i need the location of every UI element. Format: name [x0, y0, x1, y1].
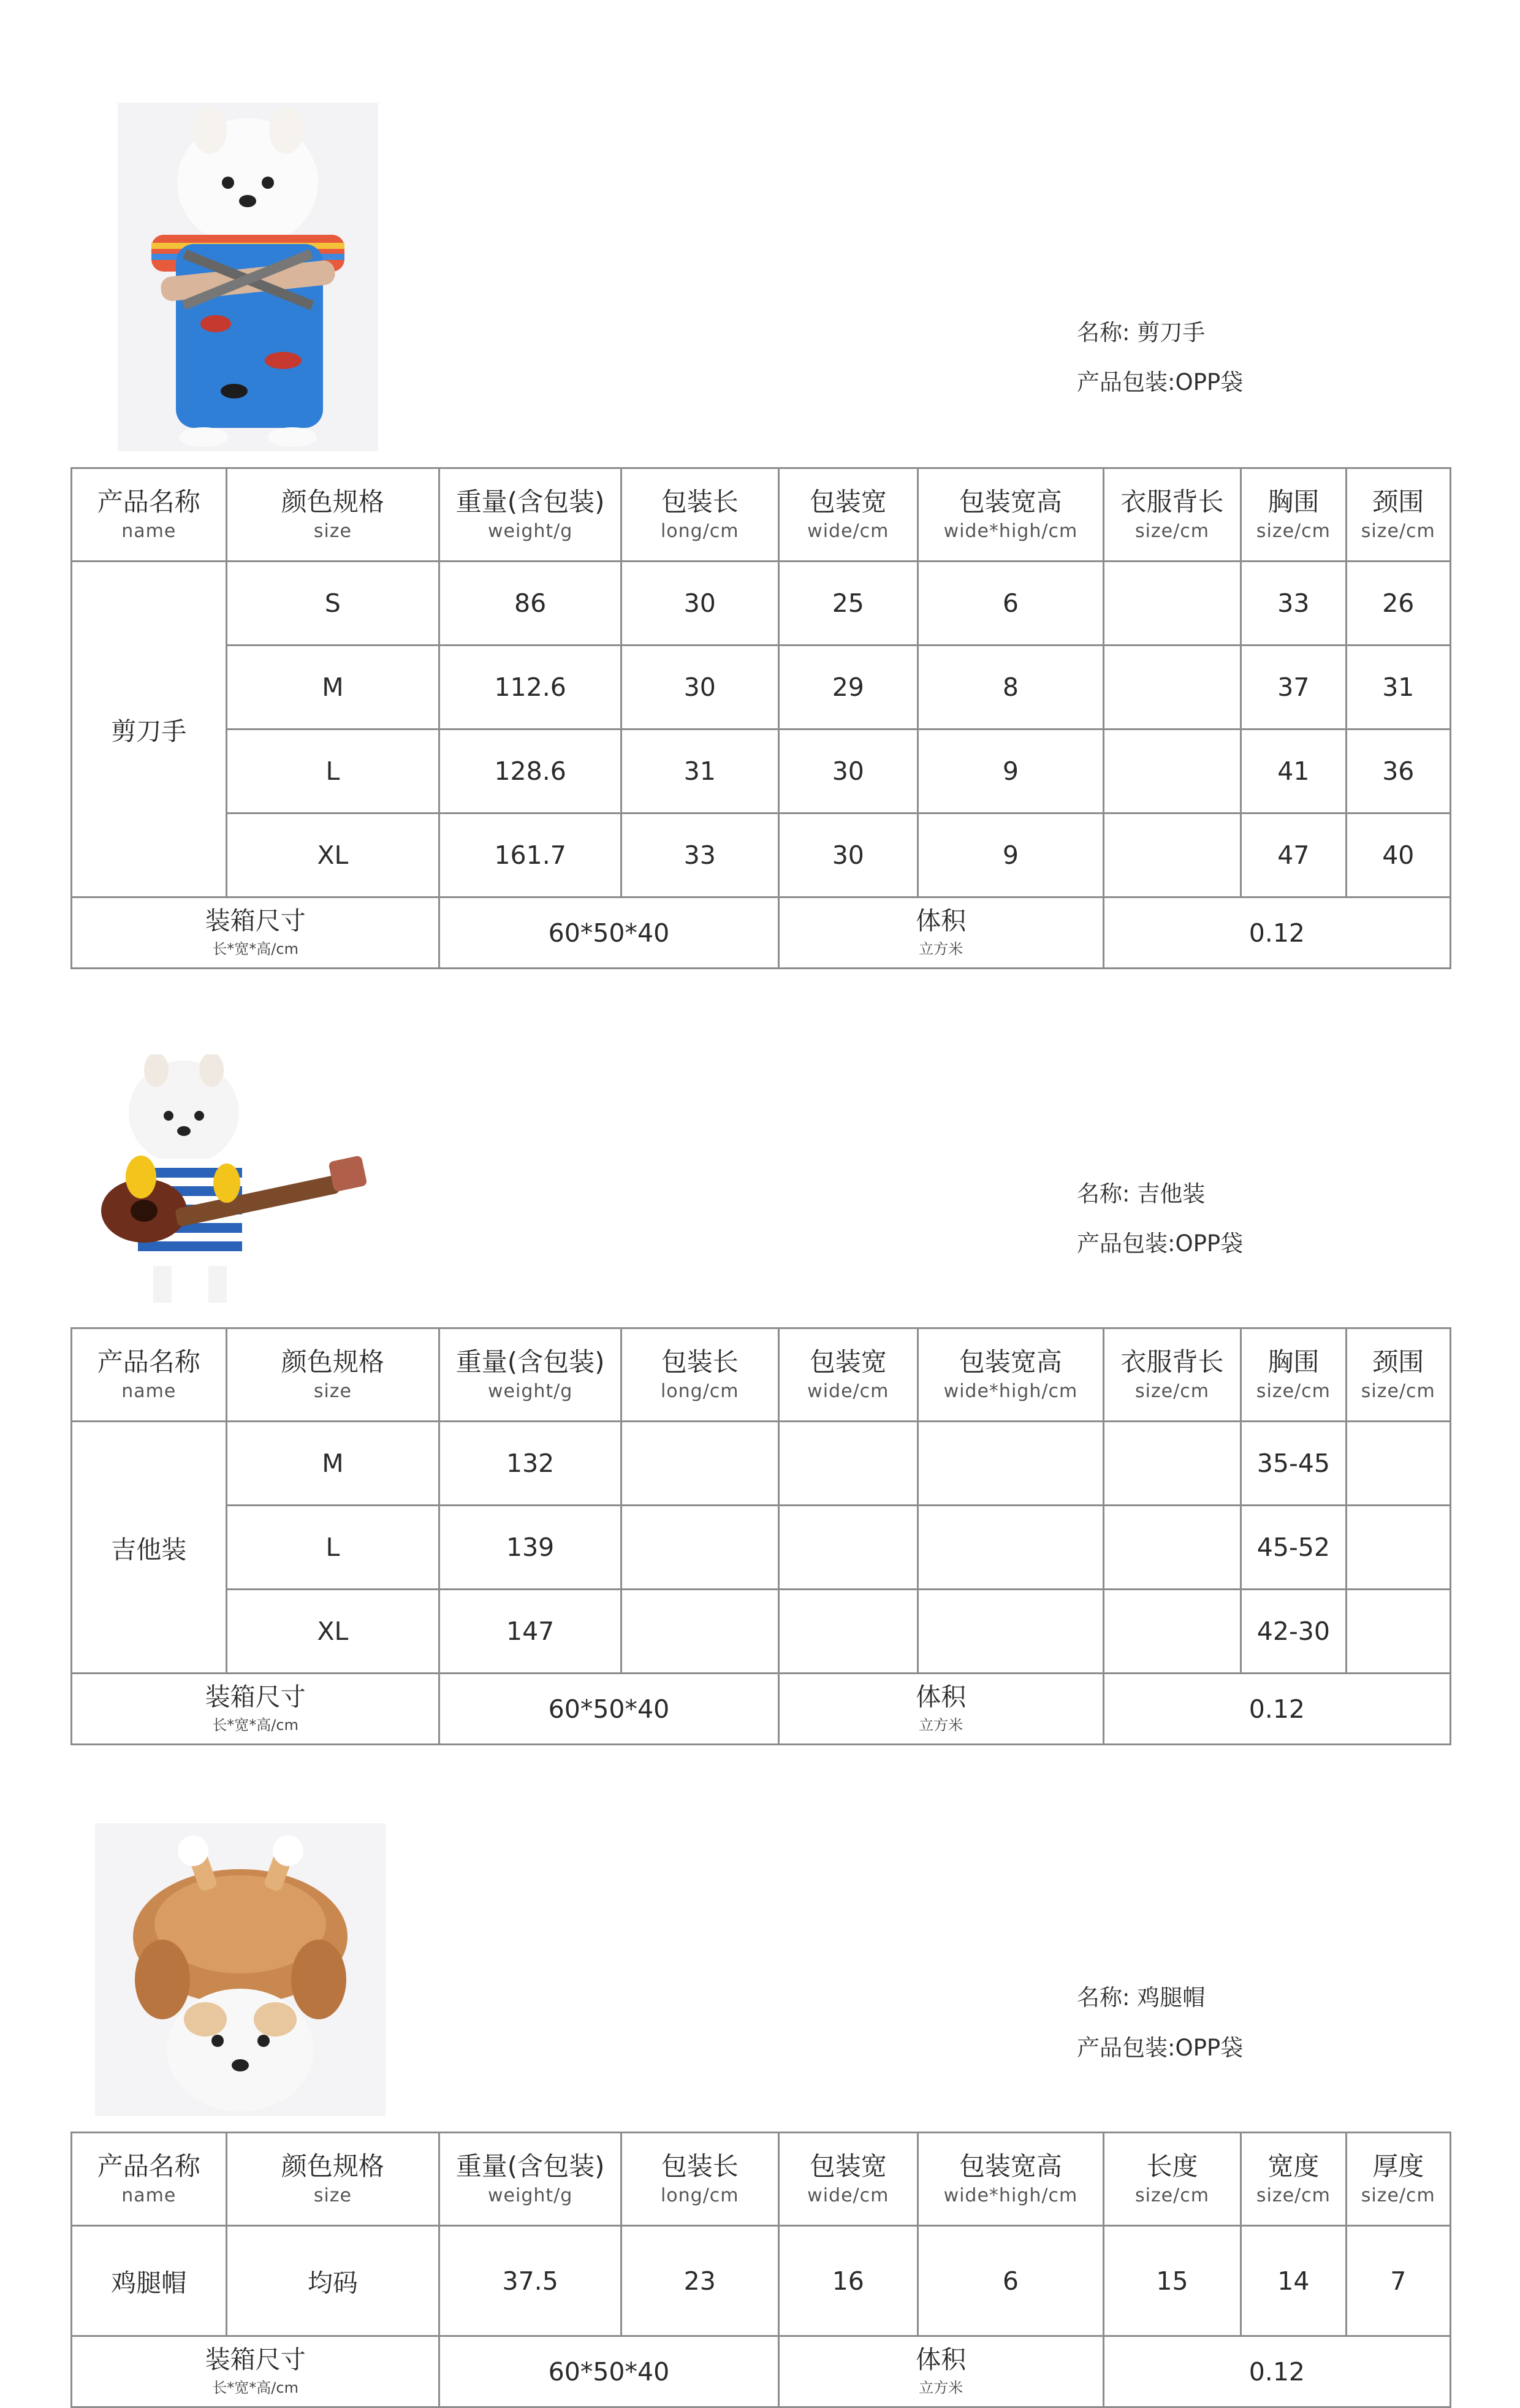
table-cell: 40	[1346, 813, 1450, 897]
table-cell	[918, 1422, 1104, 1506]
table-cell: 6	[918, 562, 1104, 646]
table-cell: 30	[621, 646, 778, 730]
cell-text: 长*宽*高/cm	[212, 2379, 298, 2396]
table-cell: 均码	[226, 2226, 439, 2336]
cell-text: 胸围	[1267, 486, 1320, 517]
table-row	[72, 1506, 1451, 1590]
table-cell: 33	[621, 813, 778, 897]
table-cell: 23	[621, 2226, 778, 2336]
cell-text: wide/cm	[807, 2185, 889, 2207]
box-size-value: 60*50*40	[439, 2336, 778, 2407]
table-row	[72, 646, 1451, 730]
cell-text: size/cm	[1256, 1381, 1331, 1403]
cell-text: size	[313, 2185, 352, 2207]
cell-text: name	[121, 520, 177, 543]
table-cell: 36	[1346, 730, 1450, 813]
cell-text: size/cm	[1361, 2185, 1435, 2207]
table-cell: 42-30	[1241, 1590, 1346, 1674]
table-cell: 29	[778, 646, 918, 730]
cell-text: size/cm	[1134, 520, 1209, 543]
table-cell	[621, 1590, 778, 1674]
product-pack-line: 产品包装:OPP袋	[1077, 1230, 1244, 1257]
header-cell	[1103, 468, 1241, 562]
cell-text: long/cm	[660, 1381, 739, 1403]
table-cell: 30	[778, 813, 918, 897]
cell-text: long/cm	[660, 520, 739, 543]
cell-text: 颈围	[1372, 1346, 1424, 1377]
table-cell: 128.6	[439, 730, 621, 813]
product-photo-scissor-hands	[118, 103, 378, 451]
cell-text: 重量(含包装)	[455, 486, 605, 517]
cell-text: 产品名称	[97, 1346, 200, 1377]
dog-guitar-costume-image	[95, 1054, 374, 1312]
cell-text: weight/g	[487, 520, 573, 543]
volume-value: 0.12	[1103, 897, 1450, 969]
cell-text: 颜色规格	[281, 486, 384, 517]
spec-table-scissor-hands	[70, 467, 1451, 969]
cell-text: long/cm	[660, 2185, 739, 2207]
cell-text: 衣服背长	[1120, 1346, 1224, 1377]
cell-text: 长度	[1146, 2151, 1198, 2181]
table-cell: 37.5	[439, 2226, 621, 2336]
table-cell: 45-52	[1241, 1506, 1346, 1590]
box-size-label	[72, 2336, 439, 2407]
cell-text: wide*high/cm	[943, 520, 1078, 543]
table-cell: 47	[1241, 813, 1346, 897]
cell-text: 包装长	[661, 486, 739, 517]
table-cell: 35-45	[1241, 1422, 1346, 1506]
table-cell: 31	[1346, 646, 1450, 730]
volume-value: 0.12	[1103, 2336, 1450, 2407]
product-pack-line: 产品包装:OPP袋	[1077, 2035, 1244, 2061]
dog-scissor-costume-image	[118, 103, 378, 451]
product-name-cell: 吉他装	[72, 1422, 227, 1674]
product-pack-line: 产品包装:OPP袋	[1077, 369, 1244, 395]
cell-text: weight/g	[487, 1381, 573, 1403]
cell-text: 体积	[916, 906, 967, 936]
cell-text: size	[313, 1381, 352, 1403]
cell-text: 包装宽	[809, 486, 887, 517]
header-cell	[1241, 2133, 1346, 2226]
header-row	[72, 2133, 1451, 2226]
product-photo-drumstick-hat	[95, 1823, 386, 2116]
cell-text: 厚度	[1372, 2151, 1424, 2181]
table-cell	[1346, 1506, 1450, 1590]
table-cell	[1103, 1422, 1241, 1506]
cell-text: 包装长	[661, 2151, 739, 2181]
cell-text: 包装宽高	[959, 1346, 1062, 1377]
table-cell	[1346, 1590, 1450, 1674]
header-row	[72, 1328, 1451, 1422]
table-row	[72, 730, 1451, 813]
box-size-value: 60*50*40	[439, 1674, 778, 1745]
table-row	[72, 2226, 1451, 2336]
table-row	[72, 562, 1451, 646]
table-cell	[1103, 562, 1241, 646]
cell-text: name	[121, 1381, 177, 1403]
cell-text: size/cm	[1361, 520, 1435, 543]
table-cell: 7	[1346, 2226, 1450, 2336]
table-cell: M	[226, 646, 439, 730]
cell-text: wide/cm	[807, 520, 889, 543]
table-row	[72, 1590, 1451, 1674]
cell-text: 装箱尺寸	[205, 2345, 306, 2375]
table-cell: 30	[778, 730, 918, 813]
header-cell	[918, 1328, 1104, 1422]
table-row	[72, 1422, 1451, 1506]
table-cell: 139	[439, 1506, 621, 1590]
cell-text: 包装宽高	[959, 486, 1062, 517]
table-cell: 33	[1241, 562, 1346, 646]
cell-text: 重量(含包装)	[455, 1346, 605, 1377]
header-cell	[439, 1328, 621, 1422]
header-cell	[1346, 2133, 1450, 2226]
header-cell	[778, 1328, 918, 1422]
cell-text: size	[313, 520, 352, 543]
table-cell: 26	[1346, 562, 1450, 646]
cell-text: wide/cm	[807, 1381, 889, 1403]
table-cell: 132	[439, 1422, 621, 1506]
table-cell: XL	[226, 813, 439, 897]
cell-text: wide*high/cm	[943, 2185, 1078, 2207]
table-cell	[1103, 730, 1241, 813]
table-cell: M	[226, 1422, 439, 1506]
cell-text: 立方米	[919, 1716, 963, 1734]
table-cell: 37	[1241, 646, 1346, 730]
header-cell	[226, 1328, 439, 1422]
cell-text: 产品名称	[97, 486, 200, 517]
header-cell	[1103, 1328, 1241, 1422]
cell-text: 颈围	[1372, 486, 1424, 517]
cell-text: 装箱尺寸	[205, 906, 306, 936]
header-cell	[226, 2133, 439, 2226]
table-cell	[1103, 1506, 1241, 1590]
table-cell	[1346, 1422, 1450, 1506]
cell-text: 体积	[916, 1682, 967, 1712]
table-cell	[778, 1590, 918, 1674]
table-row	[72, 813, 1451, 897]
table-cell: XL	[226, 1590, 439, 1674]
cell-text: size/cm	[1134, 1381, 1209, 1403]
header-cell	[226, 468, 439, 562]
cell-text: size/cm	[1134, 2185, 1209, 2207]
product-name-cell: 剪刀手	[72, 562, 227, 897]
volume-label	[778, 897, 1103, 969]
table-cell: 25	[778, 562, 918, 646]
product-name-line: 名称: 剪刀手	[1077, 319, 1206, 346]
table-cell: L	[226, 730, 439, 813]
cell-text: 立方米	[919, 940, 963, 958]
cell-text: 产品名称	[97, 2151, 200, 2181]
table-cell	[1103, 646, 1241, 730]
header-cell	[621, 2133, 778, 2226]
table-cell: 147	[439, 1590, 621, 1674]
cell-text: 重量(含包装)	[455, 2151, 605, 2181]
table-cell	[621, 1506, 778, 1590]
box-size-label	[72, 1674, 439, 1745]
table-cell: 31	[621, 730, 778, 813]
header-cell	[439, 2133, 621, 2226]
cell-text: 长*宽*高/cm	[212, 1716, 298, 1734]
cell-text: 衣服背长	[1120, 486, 1224, 517]
table-cell: 8	[918, 646, 1104, 730]
volume-label	[778, 1674, 1103, 1745]
table-cell: 16	[778, 2226, 918, 2336]
header-cell	[778, 468, 918, 562]
table-cell: S	[226, 562, 439, 646]
cell-text: 装箱尺寸	[205, 1682, 306, 1712]
packing-footer-row	[72, 1674, 1451, 1745]
table-cell: 161.7	[439, 813, 621, 897]
table-cell: 41	[1241, 730, 1346, 813]
cell-text: 宽度	[1267, 2151, 1320, 2181]
cell-text: 包装宽	[809, 2151, 887, 2181]
header-cell	[778, 2133, 918, 2226]
box-size-value: 60*50*40	[439, 897, 778, 969]
product-name-line: 名称: 吉他装	[1077, 1181, 1206, 1207]
header-cell	[621, 1328, 778, 1422]
header-cell	[1346, 1328, 1450, 1422]
cell-text: weight/g	[487, 2185, 573, 2207]
cell-text: 长*宽*高/cm	[212, 940, 298, 958]
table-cell	[1103, 813, 1241, 897]
header-cell	[918, 468, 1104, 562]
header-cell	[72, 468, 227, 562]
header-cell	[72, 1328, 227, 1422]
cell-text: size/cm	[1361, 1381, 1435, 1403]
cell-text: 立方米	[919, 2379, 963, 2396]
table-cell	[918, 1590, 1104, 1674]
spec-table-drumstick-hat	[70, 2132, 1451, 2408]
cell-text: 包装长	[661, 1346, 739, 1377]
header-cell	[1241, 468, 1346, 562]
cell-text: 包装宽	[809, 1346, 887, 1377]
cell-text: 颜色规格	[281, 2151, 384, 2181]
table-cell: 9	[918, 813, 1104, 897]
table-cell: L	[226, 1506, 439, 1590]
table-cell	[621, 1422, 778, 1506]
dog-drumstick-hat-image	[95, 1823, 386, 2116]
header-cell	[1346, 468, 1450, 562]
header-row	[72, 468, 1451, 562]
volume-value: 0.12	[1103, 1674, 1450, 1745]
header-cell	[1103, 2133, 1241, 2226]
table-cell: 9	[918, 730, 1104, 813]
table-cell: 15	[1103, 2226, 1241, 2336]
product-photo-guitar	[95, 1054, 374, 1312]
product-name-cell: 鸡腿帽	[72, 2226, 227, 2336]
volume-label	[778, 2336, 1103, 2407]
table-cell: 112.6	[439, 646, 621, 730]
cell-text: 包装宽高	[959, 2151, 1062, 2181]
cell-text: name	[121, 2185, 177, 2207]
packing-footer-row	[72, 2336, 1451, 2407]
cell-text: 体积	[916, 2345, 967, 2375]
header-cell	[621, 468, 778, 562]
box-size-label	[72, 897, 439, 969]
table-cell	[1103, 1590, 1241, 1674]
packing-footer-row	[72, 897, 1451, 969]
spec-table-guitar	[70, 1327, 1451, 1745]
table-cell: 30	[621, 562, 778, 646]
header-cell	[72, 2133, 227, 2226]
table-cell: 14	[1241, 2226, 1346, 2336]
table-cell: 86	[439, 562, 621, 646]
cell-text: size/cm	[1256, 2185, 1331, 2207]
cell-text: 颜色规格	[281, 1346, 384, 1377]
table-cell: 6	[918, 2226, 1104, 2336]
table-cell	[778, 1506, 918, 1590]
cell-text: size/cm	[1256, 520, 1331, 543]
table-cell	[918, 1506, 1104, 1590]
table-cell	[778, 1422, 918, 1506]
product-name-line: 名称: 鸡腿帽	[1077, 1984, 1206, 2011]
cell-text: wide*high/cm	[943, 1381, 1078, 1403]
header-cell	[1241, 1328, 1346, 1422]
header-cell	[918, 2133, 1104, 2226]
header-cell	[439, 468, 621, 562]
cell-text: 胸围	[1267, 1346, 1320, 1377]
